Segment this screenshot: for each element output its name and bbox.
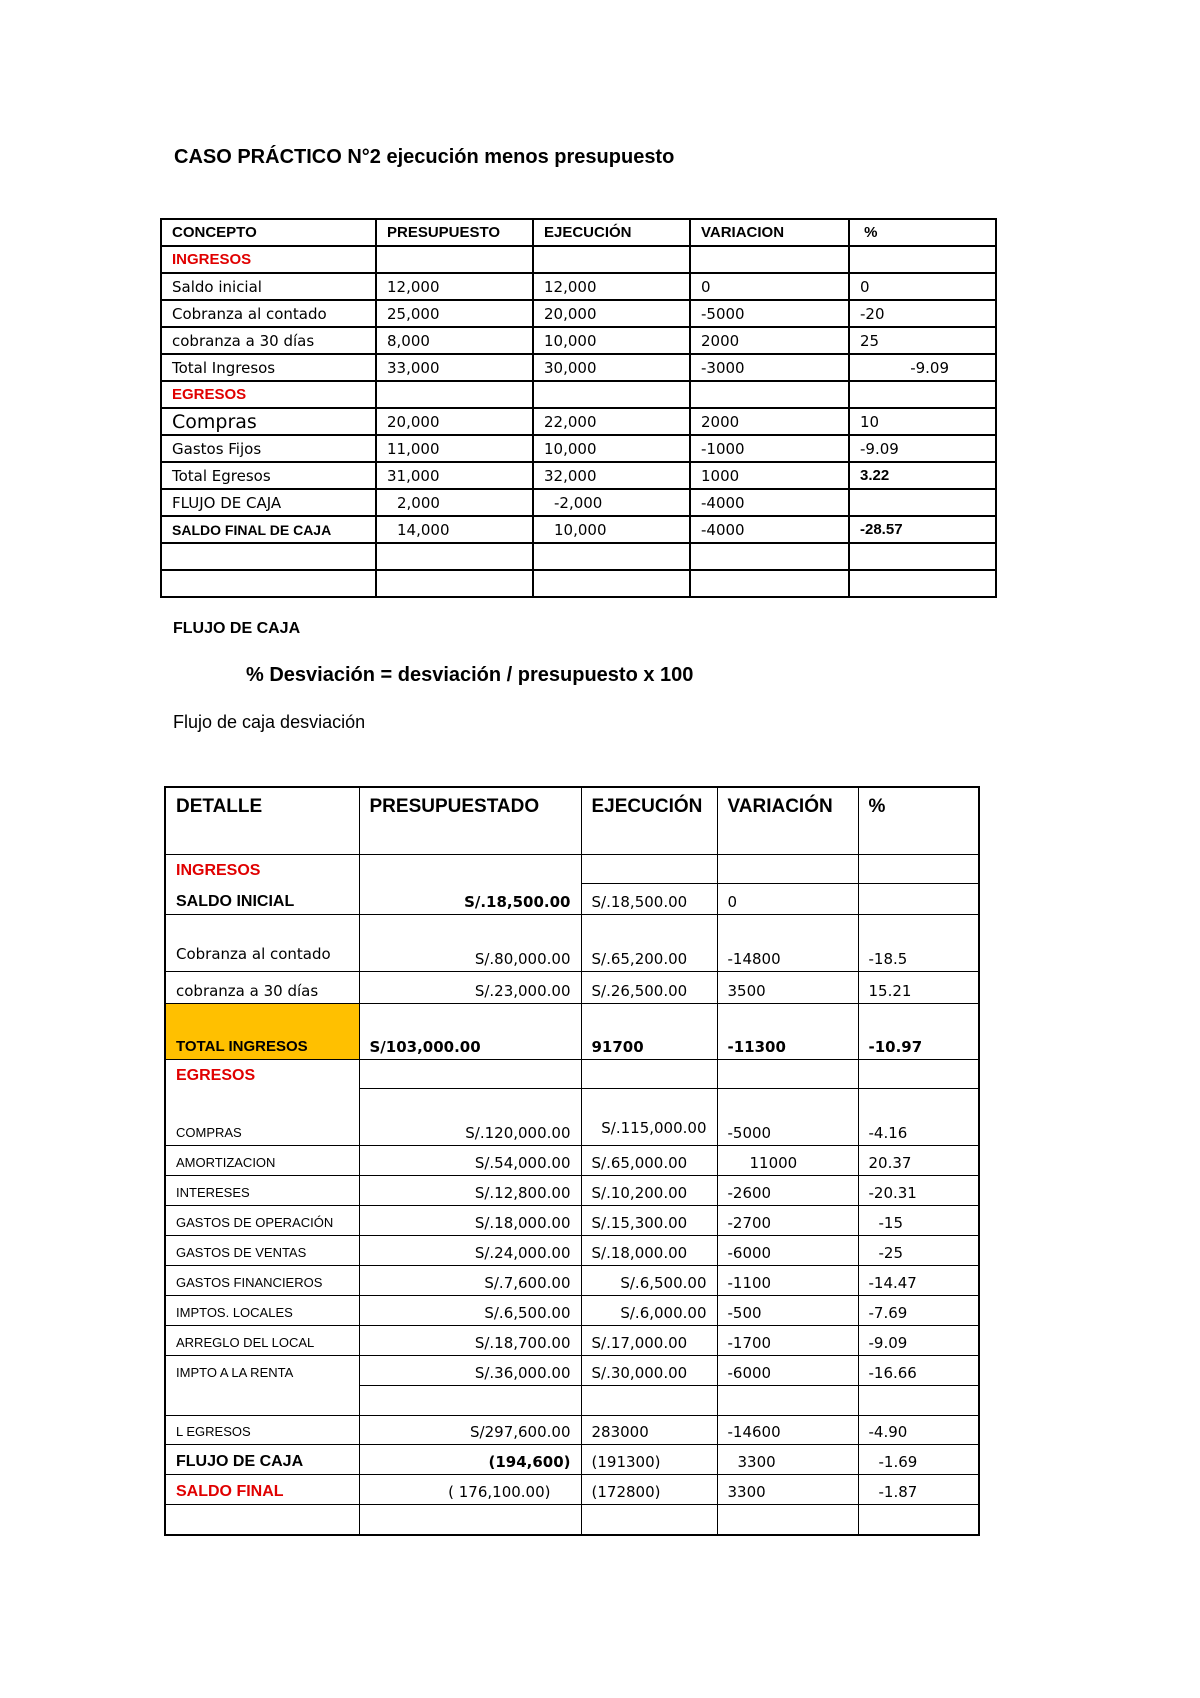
section-label-egresos: EGRESOS	[161, 381, 376, 408]
cell-budget: 25,000	[376, 300, 533, 327]
header-detalle: DETALLE	[165, 787, 359, 854]
cell-budget: S/.18,500.00	[359, 883, 581, 914]
cell-detail: INTERESES	[165, 1175, 359, 1205]
table-row	[165, 1145, 979, 1175]
cell-percent: 20.37	[858, 1145, 979, 1175]
table-row	[165, 1175, 979, 1205]
cell-budget: 20,000	[376, 408, 533, 435]
cell-budget: 33,000	[376, 354, 533, 381]
cell-budget: S/297,600.00	[359, 1415, 581, 1444]
cell-budget: 11,000	[376, 435, 533, 462]
cell-budget: 31,000	[376, 462, 533, 489]
cell-budget: S/.18,700.00	[359, 1325, 581, 1355]
table-row	[165, 1355, 979, 1385]
cell-execution: (172800)	[581, 1474, 717, 1504]
cell-budget: (194,600)	[359, 1444, 581, 1474]
cell-percent: -1.87	[858, 1474, 979, 1504]
cell-percent: -4.16	[858, 1088, 979, 1145]
cell-detail: L EGRESOS	[165, 1415, 359, 1444]
cell-percent: -4.90	[858, 1415, 979, 1444]
cell-execution: S/.30,000.00	[581, 1355, 717, 1385]
cell-detail: IMPTO A LA RENTA	[165, 1355, 359, 1385]
table-row	[165, 1295, 979, 1325]
cell-budget: S/.80,000.00	[359, 914, 581, 971]
cell-execution: S/.115,000.00	[581, 1088, 717, 1145]
section-row-ingresos	[161, 246, 996, 273]
header-percent: %	[849, 219, 996, 246]
cell-detail: GASTOS DE VENTAS	[165, 1235, 359, 1265]
budget-summary-table	[160, 218, 997, 598]
cell-concept: FLUJO DE CAJA	[161, 489, 376, 516]
deviation-formula: % Desviación = desviación / presupuesto x 100	[246, 664, 694, 686]
cell-percent: -14.47	[858, 1265, 979, 1295]
table-row	[161, 273, 996, 300]
cell-variation: -1700	[717, 1325, 858, 1355]
cell-detail: ARREGLO DEL LOCAL	[165, 1325, 359, 1355]
section-label: FLUJO DE CAJA	[173, 620, 301, 637]
cell-execution: 20,000	[533, 300, 690, 327]
cell-detail: FLUJO DE CAJA	[165, 1444, 359, 1474]
empty-row	[161, 570, 996, 597]
saldo-final-row	[165, 1474, 979, 1504]
cell-budget: S/103,000.00	[359, 1003, 581, 1059]
table-row	[161, 408, 996, 435]
table-row	[161, 516, 996, 543]
cell-percent: -7.69	[858, 1295, 979, 1325]
cell-budget: S/.120,000.00	[359, 1088, 581, 1145]
cell-concept: Saldo inicial	[161, 273, 376, 300]
cell-execution: 10,000	[533, 435, 690, 462]
table-row	[165, 883, 979, 914]
table-row	[165, 1235, 979, 1265]
empty-row	[161, 543, 996, 570]
cell-execution: S/.26,500.00	[581, 971, 717, 1003]
cell-variation: -5000	[717, 1088, 858, 1145]
cell-detail: SALDO INICIAL	[165, 883, 359, 914]
cell-execution: -2,000	[533, 489, 690, 516]
table-row	[165, 1088, 979, 1145]
cell-execution: 22,000	[533, 408, 690, 435]
flujo-de-caja-row	[165, 1444, 979, 1474]
cell-percent: -1.69	[858, 1444, 979, 1474]
table-row	[161, 354, 996, 381]
cell-variation: 11000	[717, 1145, 858, 1175]
cell-execution: 30,000	[533, 354, 690, 381]
cell-variation: 2000	[690, 408, 849, 435]
empty-row	[165, 1504, 979, 1535]
cell-variation: -1100	[717, 1265, 858, 1295]
header-percent: %	[858, 787, 979, 854]
cell-percent: -25	[858, 1235, 979, 1265]
header-presupuestado: PRESUPUESTADO	[359, 787, 581, 854]
cell-execution: 12,000	[533, 273, 690, 300]
cell-budget: S/.24,000.00	[359, 1235, 581, 1265]
header-variacion: VARIACION	[690, 219, 849, 246]
cell-detail: Cobranza al contado	[165, 914, 359, 971]
cell-detail: cobranza a 30 días	[165, 971, 359, 1003]
cell-variation: -14600	[717, 1415, 858, 1444]
cell-detail: TOTAL INGRESOS	[165, 1003, 359, 1059]
section-label-ingresos: INGRESOS	[165, 854, 359, 883]
cell-budget: ( 176,100.00)	[359, 1474, 581, 1504]
cell-variation: -2700	[717, 1205, 858, 1235]
cell-percent: 10	[849, 408, 996, 435]
cell-variation: 3300	[717, 1474, 858, 1504]
document-title: CASO PRÁCTICO N°2 ejecución menos presupuesto	[174, 146, 675, 168]
cell-variation: 0	[690, 273, 849, 300]
cell-percent: -9.09	[849, 354, 996, 381]
cell-detail: AMORTIZACION	[165, 1145, 359, 1175]
table-header-row	[161, 219, 996, 246]
table-row	[165, 1265, 979, 1295]
section-label-egresos: EGRESOS	[165, 1059, 359, 1088]
cell-execution: 32,000	[533, 462, 690, 489]
cell-execution: S/.6,000.00	[581, 1295, 717, 1325]
cell-detail: GASTOS DE OPERACIÓN	[165, 1205, 359, 1235]
cell-variation: -5000	[690, 300, 849, 327]
subtitle: Flujo de caja desviación	[173, 712, 366, 732]
cell-budget: 14,000	[376, 516, 533, 543]
cell-variation: 0	[717, 883, 858, 914]
cell-variation: -14800	[717, 914, 858, 971]
cell-concept: Gastos Fijos	[161, 435, 376, 462]
cell-percent: 25	[849, 327, 996, 354]
cell-percent: -9.09	[849, 435, 996, 462]
cell-percent	[849, 489, 996, 516]
cell-budget: 2,000	[376, 489, 533, 516]
cell-percent: -18.5	[858, 914, 979, 971]
cell-variation: -1000	[690, 435, 849, 462]
table-row	[161, 327, 996, 354]
section-row-egresos	[161, 381, 996, 408]
header-presupuesto: PRESUPUESTO	[376, 219, 533, 246]
cell-execution: S/.17,000.00	[581, 1325, 717, 1355]
cell-concept: Compras	[161, 408, 376, 435]
cell-variation: -6000	[717, 1235, 858, 1265]
cell-variation: 1000	[690, 462, 849, 489]
table-row	[165, 1205, 979, 1235]
cell-execution: 10,000	[533, 516, 690, 543]
cell-percent: 15.21	[858, 971, 979, 1003]
cell-execution: S/.6,500.00	[581, 1265, 717, 1295]
table-row	[165, 1325, 979, 1355]
cell-execution: (191300)	[581, 1444, 717, 1474]
cell-concept: Total Ingresos	[161, 354, 376, 381]
cell-execution: 91700	[581, 1003, 717, 1059]
cell-execution: S/.18,500.00	[581, 883, 717, 914]
cell-execution: S/.65,000.00	[581, 1145, 717, 1175]
cell-budget: S/.36,000.00	[359, 1355, 581, 1385]
table-row	[161, 435, 996, 462]
cell-budget: S/.23,000.00	[359, 971, 581, 1003]
cell-percent: -20.31	[858, 1175, 979, 1205]
section-row-egresos	[165, 1059, 979, 1088]
cell-execution: S/.15,300.00	[581, 1205, 717, 1235]
table-row	[161, 489, 996, 516]
table-row	[161, 462, 996, 489]
cell-percent: 3.22	[849, 462, 996, 489]
cell-execution: 10,000	[533, 327, 690, 354]
cell-budget: S/.6,500.00	[359, 1295, 581, 1325]
cash-flow-deviation-table	[164, 786, 980, 1536]
cell-detail: SALDO FINAL	[165, 1474, 359, 1504]
cell-execution: S/.65,200.00	[581, 914, 717, 971]
cell-variation: -6000	[717, 1355, 858, 1385]
cell-budget: 8,000	[376, 327, 533, 354]
total-egresos-row	[165, 1415, 979, 1444]
section-row-ingresos	[165, 854, 979, 883]
total-ingresos-row	[165, 1003, 979, 1059]
header-ejecucion: EJECUCIÓN	[533, 219, 690, 246]
cell-variation: 2000	[690, 327, 849, 354]
cell-budget: S/.7,600.00	[359, 1265, 581, 1295]
header-variacion: VARIACIÓN	[717, 787, 858, 854]
cell-concept: Total Egresos	[161, 462, 376, 489]
cell-variation: 3300	[717, 1444, 858, 1474]
cell-concept: cobranza a 30 días	[161, 327, 376, 354]
cell-execution: S/.18,000.00	[581, 1235, 717, 1265]
cell-variation: -4000	[690, 489, 849, 516]
cell-variation: -3000	[690, 354, 849, 381]
cell-percent: -16.66	[858, 1355, 979, 1385]
cell-percent	[858, 883, 979, 914]
cell-execution: 283000	[581, 1415, 717, 1444]
cell-percent: -9.09	[858, 1325, 979, 1355]
table-row	[165, 914, 979, 971]
cell-detail: GASTOS FINANCIEROS	[165, 1265, 359, 1295]
header-ejecucion: EJECUCIÓN	[581, 787, 717, 854]
cell-percent: -28.57	[849, 516, 996, 543]
section-label-ingresos: INGRESOS	[161, 246, 376, 273]
table-row	[165, 971, 979, 1003]
cell-variation: -2600	[717, 1175, 858, 1205]
cell-variation: 3500	[717, 971, 858, 1003]
empty-row	[165, 1385, 979, 1415]
cell-detail: COMPRAS	[165, 1088, 359, 1145]
cell-budget: S/.54,000.00	[359, 1145, 581, 1175]
cell-percent: -20	[849, 300, 996, 327]
cell-detail: IMPTOS. LOCALES	[165, 1295, 359, 1325]
cell-variation: -500	[717, 1295, 858, 1325]
cell-execution: S/.10,200.00	[581, 1175, 717, 1205]
header-concepto: CONCEPTO	[161, 219, 376, 246]
cell-concept: SALDO FINAL DE CAJA	[161, 516, 376, 543]
cell-budget: 12,000	[376, 273, 533, 300]
cell-variation: -4000	[690, 516, 849, 543]
cell-percent: 0	[849, 273, 996, 300]
cell-budget: S/.18,000.00	[359, 1205, 581, 1235]
table-header-row	[165, 787, 979, 854]
cell-percent: -15	[858, 1205, 979, 1235]
table-row	[161, 300, 996, 327]
cell-percent: -10.97	[858, 1003, 979, 1059]
cell-variation: -11300	[717, 1003, 858, 1059]
cell-concept: Cobranza al contado	[161, 300, 376, 327]
cell-budget: S/.12,800.00	[359, 1175, 581, 1205]
